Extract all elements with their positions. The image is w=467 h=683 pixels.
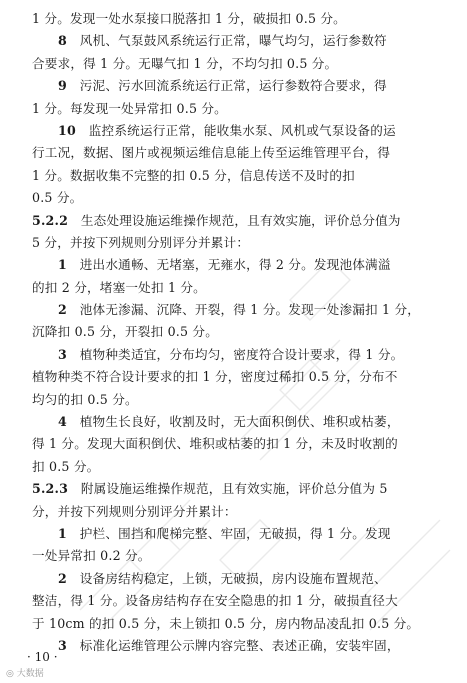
body-text <box>32 8 432 657</box>
item-number: 3 <box>58 637 67 653</box>
line-text: 1 分。数据收集不完整的扣 0.5 分，信息传送不及时的扣 <box>32 167 355 183</box>
line-text: 附属设施运维操作规范，且有效实施，评价总分值为 5 <box>80 481 388 497</box>
text-line <box>32 187 432 209</box>
line-text: 生态处理设施运维操作规范，且有效实施，评价总分值为 <box>80 212 401 228</box>
line-text: 分，并按下列规则分别评分并累计： <box>32 503 237 519</box>
text-line <box>32 478 432 500</box>
text-line <box>32 344 432 366</box>
line-text: 监控系统运行正常，能收集水泵、风机或气泵设备的运 <box>88 122 396 138</box>
text-line <box>32 120 432 142</box>
text-line <box>32 545 432 567</box>
item-number: 1 <box>58 525 67 541</box>
text-line <box>32 277 432 299</box>
page-number: · 10 · <box>27 650 58 664</box>
source-logo: ◎ 大数据 <box>6 669 44 679</box>
text-line <box>32 232 432 254</box>
section-number: 5.2.3 <box>32 481 69 497</box>
text-line <box>32 568 432 590</box>
item-number: 8 <box>58 33 67 49</box>
line-text: 整洁，得 1 分。设备房结构存在安全隐患的扣 1 分，破损直径大 <box>32 593 398 609</box>
text-line <box>32 590 432 612</box>
line-text: 沉降扣 0.5 分，开裂扣 0.5 分。 <box>32 324 219 340</box>
text-line <box>32 30 432 52</box>
text-line <box>32 321 432 343</box>
line-text: 扣 0.5 分。 <box>32 458 100 474</box>
item-number: 2 <box>58 570 67 586</box>
text-line <box>32 389 432 411</box>
line-text: 于 10cm 的扣 0.5 分，未上锁扣 0.5 分，房内物品凌乱扣 0.5 分。 <box>32 615 420 631</box>
line-text: 1 分。每发现一处异常扣 0.5 分。 <box>32 100 227 116</box>
line-text: 1 分。发现一处水泵接口脱落扣 1 分，破损扣 0.5 分。 <box>32 11 346 26</box>
text-line <box>32 142 432 164</box>
line-text: 5 分，并按下列规则分别评分并累计： <box>32 234 250 250</box>
text-line <box>32 613 432 635</box>
section-number: 5.2.2 <box>32 212 69 228</box>
text-line <box>32 8 432 30</box>
line-text: 得 1 分。发现大面积倒伏、堆积或枯萎的扣 1 分，未及时收割的 <box>32 436 398 452</box>
line-text: 池体无渗漏、沉降、开裂，得 1 分。发现一处渗漏扣 1 分， <box>79 302 421 318</box>
item-number: 1 <box>58 257 67 273</box>
text-line <box>32 501 432 523</box>
text-line <box>32 53 432 75</box>
line-text: 合要求，得 1 分。无曝气扣 1 分，不均匀扣 0.5 分。 <box>32 55 338 71</box>
text-line <box>32 456 432 478</box>
text-line <box>32 411 432 433</box>
line-text: 护栏、围挡和爬梯完整、牢固，无破损，得 1 分。发现 <box>79 525 391 541</box>
text-line <box>32 299 432 321</box>
line-text: 设备房结构稳定，上锁，无破损，房内设施布置规范、 <box>79 570 387 586</box>
text-line <box>32 254 432 276</box>
line-text: 一处异常扣 0.2 分。 <box>32 548 151 564</box>
line-text: 进出水通畅、无堵塞，无雍水，得 2 分。发现池体满溢 <box>79 257 391 273</box>
line-text: 标准化运维管理公示牌内容完整、表述正确，安装牢固， <box>79 637 400 653</box>
text-line <box>32 366 432 388</box>
text-line <box>32 165 432 187</box>
text-line <box>32 433 432 455</box>
line-text: 均匀的扣 0.5 分。 <box>32 391 138 407</box>
item-number: 9 <box>58 78 67 94</box>
item-number: 2 <box>58 302 67 318</box>
line-text: 的扣 2 分，堵塞一处扣 1 分。 <box>32 279 206 295</box>
line-text: 0.5 分。 <box>32 190 83 206</box>
text-line <box>32 523 432 545</box>
line-text: 植物种类不符合设计要求的扣 1 分，密度过稀扣 0.5 分，分布不 <box>32 369 398 385</box>
line-text: 风机、气泵鼓风系统运行正常，曝气均匀，运行参数符 <box>79 33 387 49</box>
item-number: 3 <box>58 346 67 362</box>
line-text: 污泥、污水回流系统运行正常，运行参数符合要求，得 <box>79 78 387 94</box>
text-line <box>32 98 432 120</box>
line-text: 植物种类适宜，分布均匀，密度符合设计要求，得 1 分。 <box>79 346 404 362</box>
line-text: 植物生长良好，收割及时，无大面积倒伏、堆积或枯萎， <box>79 414 400 430</box>
item-number: 10 <box>58 122 76 138</box>
text-line <box>32 75 432 97</box>
text-line <box>32 210 432 232</box>
line-text: 行工况，数据、图片或视频运维信息能上传至运维管理平台，得 <box>32 145 391 161</box>
item-number: 4 <box>58 414 67 430</box>
